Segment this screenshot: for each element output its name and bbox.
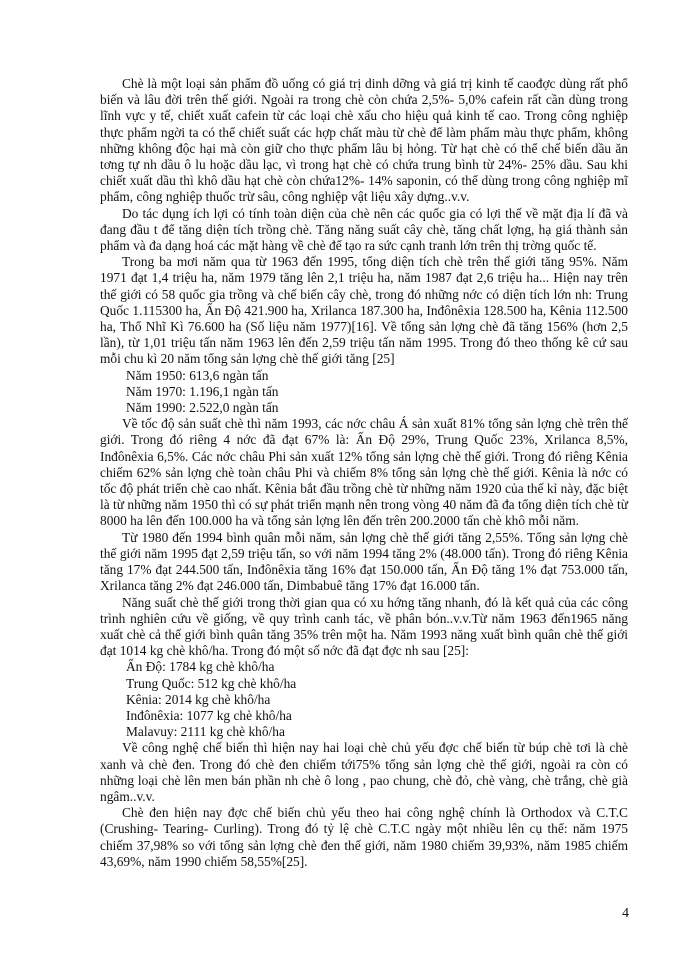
list-item-malavuy: Malavuy: 2111 kg chè khô/ha xyxy=(126,724,285,740)
list-item-1950: Năm 1950: 613,6 ngàn tấn xyxy=(126,367,269,383)
list-item-1970: Năm 1970: 1.196,1 ngàn tấn xyxy=(126,383,279,399)
paragraph-processing: Về công nghệ chế biến thì hiện nay hai loại chè chủ yếu đợc chế biến từ búp chè tơi là chè xanh và chè đen. Trong đó chè đen chiếm tới75% tổng sản lợng chè thế giới, ngoài ra còn có những loại chè lên men bán phần nh chè ô long , pao chung, chè đỏ, chè vàng, chè trắng, chè già ngâm..v.v. xyxy=(100,740,628,804)
paragraph-1980-1994: Từ 1980 đến 1994 bình quân mỗi năm, sản lợng chè thế giới tăng 2,55%. Tổng sản lợng chè thế giới năm 1995 đạt 2,59 triệu tấn, so với năm 1994 tăng 2% (48.000 tấn). Trong đó riêng Kênia tăng 17% đạt 244.500 tấn, Inđônêxia tăng 16% đạt 150.000 tấn, Ấn Độ tăng 1% đạt 753.000 tấn, Xrilanca tăng 2% đạt 246.000 tấn, Dimbabuê tăng 17% đạt 16.000 tấn. xyxy=(100,529,628,594)
list-item-trung-quoc: Trung Quốc: 512 kg chè khô/ha xyxy=(126,675,297,691)
paragraph-investment: Do tác dụng ích lợi có tính toàn diện của chè nên các quốc gia có lợi thế về mặt địa lí đã và đang đầu t để tăng diện tích trồng chè. Tăng năng suất cây chè, tăng chất lợng, hạ giá thành sản phẩm và đa dạng hoá các mặt hàng về chè để tạo ra sức cạnh tranh lớn trên thị trờng quốc tế. xyxy=(100,205,628,254)
body-text xyxy=(100,76,628,870)
page-number: 4 xyxy=(622,906,629,921)
paragraph-area-growth: Trong ba mơi năm qua từ 1963 đến 1995, tổng diện tích chè trên thế giới tăng 95%. Năm 1971 đạt 1,4 triệu ha, năm 1979 tăng lên 2,1 triệu ha, năm 1987 đạt 2,6 triệu ha... Hiện nay trên thế giới có 58 quốc gia trồng và chế biến cây chè, trong đó những nớc có diện tích lớn nh: Trung Quốc 1.115300 ha, Ấn Độ 421.900 ha, Xrilanca 187.300 ha, Inđônêxia 128.500 ha, Kênia 112.500 ha, Thổ Nhĩ Kì 76.600 ha (Số liệu năm 1977)[16]. Về tổng sản lợng chè đã tăng 156% (hơn 2,5 lần), từ 1,01 triệu tấn năm 1963 lên đến 2,59 triệu tấn năm 1995. Trong đó theo thống kê cứ sau mỗi chu kì 20 năm tổng sản lợng chè thế giới tăng [25] xyxy=(100,254,628,367)
list-item-1990: Năm 1990: 2.522,0 ngàn tấn xyxy=(126,400,279,416)
paragraph-production-speed: Về tốc độ sản suất chè thì năm 1993, các nớc châu Á sản xuất 81% tổng sản lợng chè trên thế giới. Trong đó riêng 4 nớc đã đạt 67% là: Ấn Độ 29%, Trung Quốc 23%, Xrilanca 8,5%, Inđônêxia 6,5%. Các nớc châu Phi sản xuất 12% tổng sản lợng chè thế giới. Trong đó riêng Kênia chiếm 62% sản lợng chè toàn châu Phi và chiếm 8% tổng sản lợng chè thế giới. Kênia là nớc có tốc độ phát triển chè cao nhất. Kênia bắt đầu trồng chè từ những năm 1920 của thế kỉ này, đặc biệt là từ những năm 1950 thì có sự phát triển mạnh nên trong vòng 40 năm đã đa tổng diện tích chè từ 8000 ha lên đến 100.000 ha và tổng sản lợng lên đến trên 200.2000 tấn chè khô mỗi năm. xyxy=(100,416,628,529)
paragraph-black-tea: Chè đen hiện nay đợc chế biến chủ yếu theo hai công nghệ chính là Orthodox và C.T.C (Crushing- Tearing- Curling). Trong đó tỷ lệ chè C.T.C ngày một nhiều lên cụ thể: năm 1975 chiếm 37,98% so với tổng sản lợng chè đen thế giới, năm 1980 chiếm 39,93%, năm 1985 chiếm 43,69%, năm 1990 chiếm 58,55%[25]. xyxy=(100,805,628,869)
list-item-indonexia: Inđônêxia: 1077 kg chè khô/ha xyxy=(126,707,292,723)
list-item-an-do: Ấn Độ: 1784 kg chè khô/ha xyxy=(126,659,275,675)
paragraph-yield: Năng suất chè thế giới trong thời gian qua có xu hớng tăng nhanh, đó là kết quả của các công trình nghiên cứu về giống, về quy trình canh tác, về phân bón..v.v.Từ năm 1963 đến1965 năng xuất chè cả thế giới bình quân tăng 35% trên một ha. Năm 1993 năng xuất bình quân chè thế giới đạt 1014 kg chè khô/ha. Trong đó một số nớc đã đạt đợc nh sau [25]: xyxy=(100,594,628,659)
list-item-kenia: Kênia: 2014 kg chè khô/ha xyxy=(126,691,271,707)
paragraph-tea-value: Chè là một loại sản phẩm đồ uống có giá trị dinh dỡng và giá trị kinh tế caođợc dùng rất phổ biến và lâu đời trên thế giới. Ngoài ra trong chè còn chứa 2,5%- 5,0% cafein rất cần dùng trong lĩnh vực y tế, chiết xuất cafein từ các loại chè xấu cho hiệu quả kinh tế cao. Trong công nghiệp thực phẩm ngời ta có thể chiết suất các hợp chất màu từ chè để làm phẩm màu thực phẩm, không những không độc hại mà còn giữ cho thực phẩm lâu bị hỏng. Từ hạt chè có thể chế biến dầu ăn tơng tự nh dầu ô lu hoặc dầu lạc, vì trong hạt chè có chứa trung bình từ 24%- 25% dầu. Sau khi chiết xuất dầu thì khô dầu hạt chè còn chứa12%- 14% saponin, có thể dùng trong công nghiệp mĩ phẩm, công nghiệp thuốc trừ sâu, công nghiệp vật liệu xây dựng..v.v. xyxy=(100,76,628,205)
